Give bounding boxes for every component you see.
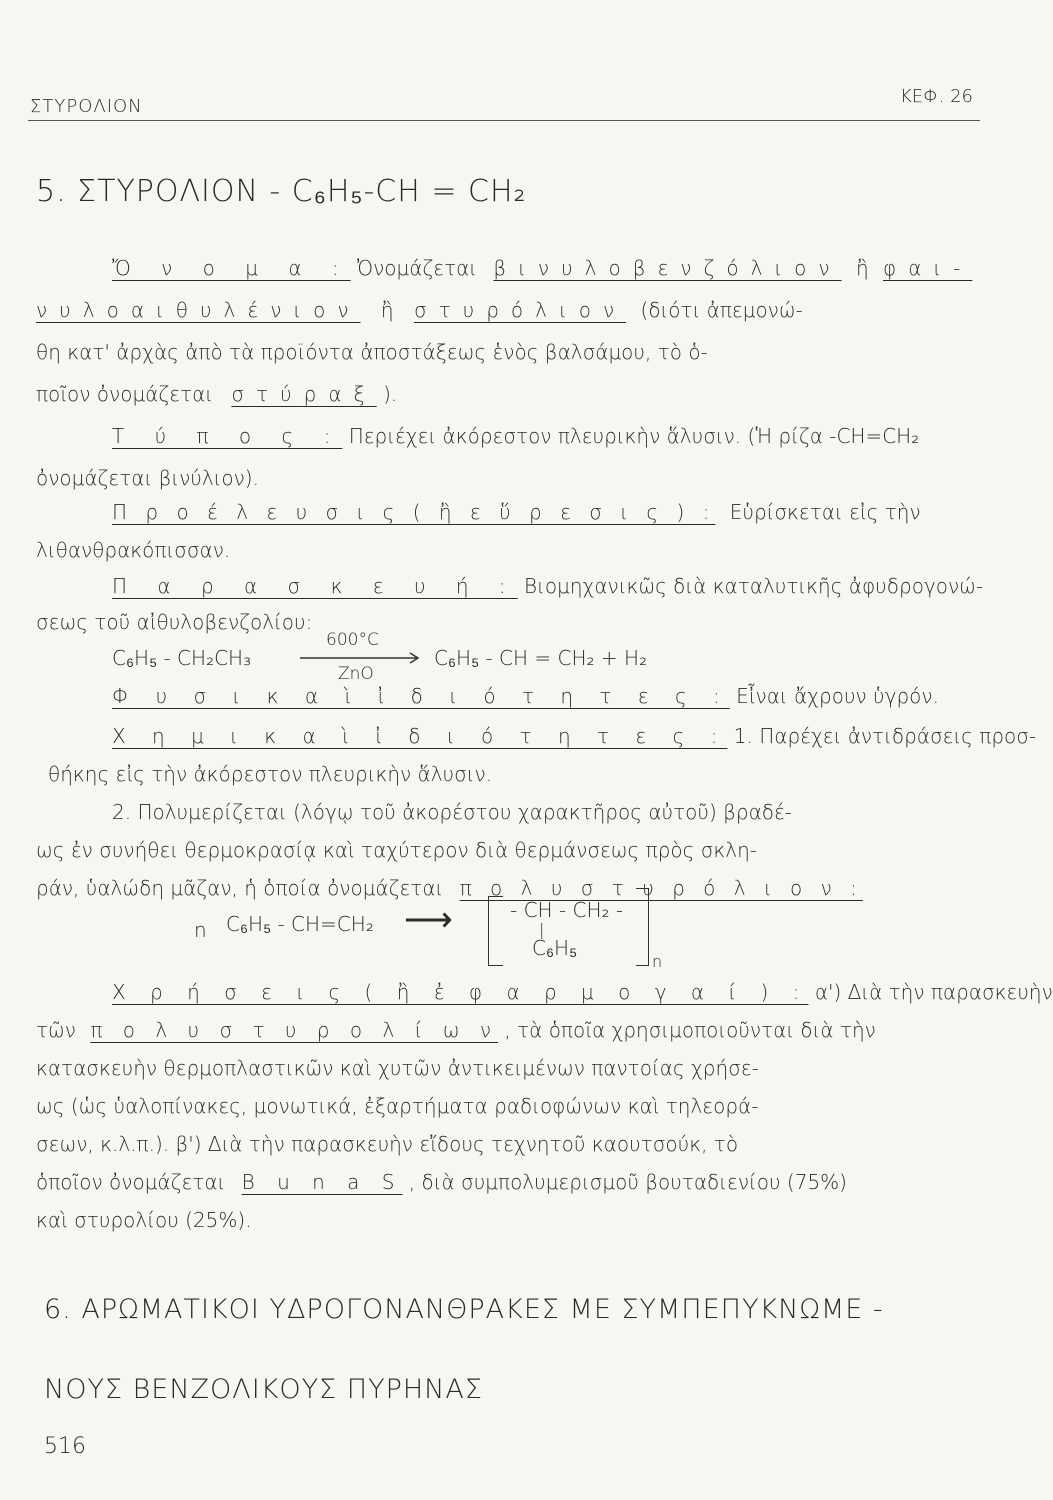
chreseis-line-1 xyxy=(112,980,1053,1004)
polymer-substituent: C₆H₅ xyxy=(532,936,578,960)
paraskevi-text: Βιομηχανικῶς διὰ καταλυτικῆς ἀφυδρογονώ- xyxy=(524,574,984,598)
point2-line-3 xyxy=(36,876,863,900)
paraskevi-line-2: σεως τοῦ αἰθυλοβενζολίου: xyxy=(36,610,313,634)
styrax-word: στύραξ xyxy=(231,382,377,406)
onoma-close: ). xyxy=(383,382,398,406)
onoma-paren: (διότι ἀπεμονώ- xyxy=(640,298,803,322)
section-5-title: 5. ΣΤΥΡΟΛΙΟΝ - C₆H₅-CH = CH₂ xyxy=(36,174,527,209)
chemikai-label: Χ η μ ι κ α ὶ ἰ δ ι ό τ η τ ε ς : xyxy=(112,724,728,748)
reaction2-reactant: C₆H₅ - CH=CH₂ xyxy=(226,912,374,936)
chreseis-line-6 xyxy=(36,1170,847,1194)
onoma-line-2 xyxy=(36,298,803,322)
onoma-line-4-text: ποῖον ὀνομάζεται xyxy=(36,382,214,406)
paraskevi-line-1 xyxy=(112,574,983,598)
onoma-line-4 xyxy=(36,382,397,406)
reaction2-n: n xyxy=(194,918,207,942)
chreseis-a: α') Διὰ τὴν παρασκευὴν xyxy=(814,980,1053,1004)
polystyrolion-plural: π ο λ υ σ τ υ ρ ο λ ί ω ν xyxy=(90,1018,499,1042)
section-6-title-line-1: 6. ΑΡΩΜΑΤΙΚΟΙ ΥΔΡΟΓΟΝΑΝΘΡΑΚΕΣ ΜΕ ΣΥΜΠΕΠΥΚΝΩΜΕ - xyxy=(44,1294,884,1325)
proeleusis-line-2: λιθανθρακόπισσαν. xyxy=(36,538,231,562)
chreseis-line-5: σεων, κ.λ.π.). β') Διὰ τὴν παρασκευὴν εἴδους τεχνητοῦ καουτσούκ, τὸ xyxy=(36,1132,739,1156)
chreseis-l6-suffix: , διὰ συμπολυμερισμοῦ βουταδιενίου (75%) xyxy=(408,1170,847,1194)
buna-s: B u n a S xyxy=(241,1170,403,1194)
physikai-label: Φ υ σ ι κ α ὶ ἰ δ ι ό τ η τ ε ς : xyxy=(112,684,730,708)
polystyrolion-word: π ο λ υ σ τ υ ρ ό λ ι ο ν : xyxy=(459,876,863,900)
typos-text: Περιέχει ἀκόρεστον πλευρικὴν ἅλυσιν. (Ἡ ρίζα -CH=CH₂ xyxy=(348,424,920,448)
reaction1-products: C₆H₅ - CH = CH₂ + H₂ xyxy=(434,646,648,670)
onoma-text: Ὀνομάζεται xyxy=(356,256,478,280)
typos-label: Τ ύ π ο ς : xyxy=(112,424,343,448)
physikai-line xyxy=(112,684,939,708)
proeleusis-label: Π ρ ο έ λ ε υ σ ι ς ( ἢ ε ὕ ρ ε σ ι ς ) : xyxy=(112,500,716,524)
reaction2-arrow: ⟶ xyxy=(404,900,453,940)
point2-line-2: ως ἐν συνήθει θερμοκρασίᾳ καὶ ταχύτερον διὰ θερμάνσεως πρὸς σκλη- xyxy=(36,838,757,862)
chreseis-label: Χ ρ ή σ ε ι ς ( ἢ ἐ φ α ρ μ ο γ α ί ) : xyxy=(112,980,809,1004)
polymer-bond: | xyxy=(539,920,545,939)
chreseis-line-4: ως (ὡς ὑαλοπίνακες, μονωτικά, ἐξαρτήματα ραδιοφώνων καὶ τηλεορά- xyxy=(36,1094,759,1118)
page-number: 516 xyxy=(44,1434,86,1459)
typos-line-1 xyxy=(112,424,919,448)
phenylaithylenion: νυλοαιθυλένιον xyxy=(36,298,361,322)
onoma-line-3: θη κατ' ἀρχὰς ἀπὸ τὰ προϊόντα ἀποστάξεως ἑνὸς βαλσάμου, τὸ ὁ- xyxy=(36,340,708,364)
reaction1-condition-catalyst: ZnO xyxy=(338,664,374,684)
onoma-line-1 xyxy=(112,256,972,280)
polymer-subscript: n xyxy=(652,952,663,971)
reaction1-reactant: C₆H₅ - CH₂CH₃ xyxy=(112,646,252,670)
polymer-chain: - CH - CH₂ - xyxy=(510,898,624,922)
styrolion-word: στυρόλιον xyxy=(413,298,627,322)
chreseis-l2-suffix: , τὰ ὁποῖα χρησιμοποιοῦνται διὰ τὴν xyxy=(504,1018,876,1042)
vinylobenzolion: βινυλοβενζόλιον xyxy=(493,256,842,280)
or-word-2: ἢ xyxy=(380,298,394,322)
paraskevi-label: Π α ρ α σ κ ε υ ή : xyxy=(112,574,518,598)
or-word: ἢ xyxy=(855,256,869,280)
header-rule xyxy=(28,120,980,121)
chemikai-line-1 xyxy=(112,724,1036,748)
section-6-title-line-2: ΝΟΥΣ ΒΕΝΖΟΛΙΚΟΥΣ ΠΥΡΗΝΑΣ xyxy=(44,1374,483,1405)
proeleusis-text: Εὑρίσκεται εἰς τὴν xyxy=(729,500,921,524)
point2-line-1: 2. Πολυμερίζεται (λόγῳ τοῦ ἀκορέστου χαρακτῆρος αὐτοῦ) βραδέ- xyxy=(112,800,793,824)
polymer-bracket-right xyxy=(636,888,649,966)
phai-word: φαι- xyxy=(883,256,973,280)
running-header-title: ΣΤΥΡΟΛΙΟΝ xyxy=(30,96,143,117)
chemikai-text: 1. Παρέχει ἀντιδράσεις προσ- xyxy=(733,724,1037,748)
chreseis-l2-prefix: τῶν xyxy=(36,1018,76,1042)
physikai-text: Εἶναι ἄχρουν ὑγρόν. xyxy=(736,684,939,708)
proeleusis-line-1 xyxy=(112,500,921,524)
onoma-label: Ὄ ν ο μ α : xyxy=(112,256,351,280)
chreseis-l6-prefix: ὁποῖον ὀνομάζεται xyxy=(36,1170,226,1194)
chreseis-line-7: καὶ στυρολίου (25%). xyxy=(36,1208,252,1232)
polymer-bracket-left xyxy=(488,896,503,966)
reaction1-arrow xyxy=(300,652,424,664)
chreseis-line-2 xyxy=(36,1018,876,1042)
reaction1-condition-temp: 600°C xyxy=(326,630,379,650)
running-header-code: ΚΕΦ. 26 xyxy=(900,86,974,107)
typos-line-2: ὀνομάζεται βινύλιον). xyxy=(36,466,259,490)
point2-line-3-text: ράν, ὑαλώδη μᾶζαν, ἡ ὁποία ὀνομάζεται xyxy=(36,876,444,900)
chreseis-line-3: κατασκευὴν θερμοπλαστικῶν καὶ χυτῶν ἀντικειμένων παντοίας χρήσε- xyxy=(36,1056,759,1080)
chemikai-line-2: θήκης εἰς τὴν ἀκόρεστον πλευρικὴν ἅλυσιν. xyxy=(48,762,493,786)
